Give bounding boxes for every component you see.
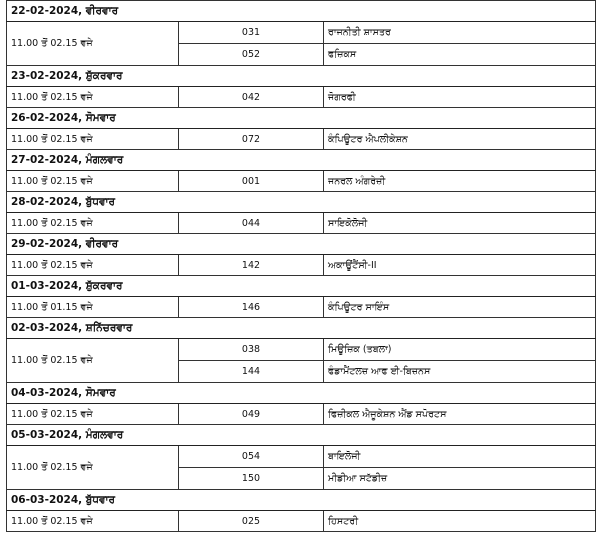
exam-time: 11.00 ਤੋਂ 02.15 ਵਜੇ (7, 171, 179, 192)
exam-time: 11.00 ਤੋਂ 02.15 ਵਜੇ (7, 87, 179, 108)
date-header-row (7, 425, 596, 446)
paper-row (7, 171, 596, 192)
paper-subject: ਜਨਰਲ ਅੰਗਰੇਜ਼ੀ (324, 171, 596, 192)
paper-code: 150 (179, 468, 324, 490)
paper-row (7, 446, 596, 468)
date-header-row (7, 276, 596, 297)
exam-time: 11.00 ਤੋਂ 01.15 ਵਜੇ (7, 297, 179, 318)
paper-code: 072 (179, 129, 324, 150)
exam-date: 26-02-2024, ਸੋਮਵਾਰ (7, 108, 596, 129)
date-header-row (7, 192, 596, 213)
paper-row (7, 255, 596, 276)
exam-date: 27-02-2024, ਮੰਗਲਵਾਰ (7, 150, 596, 171)
exam-date: 22-02-2024, ਵੀਰਵਾਰ (7, 1, 596, 22)
paper-row (7, 511, 596, 532)
paper-code: 025 (179, 511, 324, 532)
exam-date: 04-03-2024, ਸੋਮਵਾਰ (7, 383, 596, 404)
paper-row (7, 297, 596, 318)
paper-subject: ਕੰਪਿਊਟਰ ਐਪਲੀਕੇਸ਼ਨ (324, 129, 596, 150)
paper-subject: ਬਾਇਲੋਜੀ (324, 446, 596, 468)
date-header-row (7, 318, 596, 339)
paper-code: 044 (179, 213, 324, 234)
paper-row (7, 339, 596, 361)
paper-subject: ਹਿਸਟਰੀ (324, 511, 596, 532)
paper-code: 031 (179, 22, 324, 44)
exam-time: 11.00 ਤੋਂ 02.15 ਵਜੇ (7, 22, 179, 66)
paper-code: 144 (179, 361, 324, 383)
paper-code: 001 (179, 171, 324, 192)
date-header-row (7, 490, 596, 511)
exam-datesheet (6, 0, 596, 532)
paper-code: 142 (179, 255, 324, 276)
exam-time: 11.00 ਤੋਂ 02.15 ਵਜੇ (7, 339, 179, 383)
paper-code: 146 (179, 297, 324, 318)
exam-date: 29-02-2024, ਵੀਰਵਾਰ (7, 234, 596, 255)
paper-code: 054 (179, 446, 324, 468)
datesheet-table (6, 0, 596, 532)
exam-date: 06-03-2024, ਬੁੱਧਵਾਰ (7, 490, 596, 511)
paper-subject: ਕੰਪਿਊਟਰ ਸਾਇੰਸ (324, 297, 596, 318)
paper-code: 042 (179, 87, 324, 108)
date-header-row (7, 1, 596, 22)
paper-code: 052 (179, 44, 324, 66)
paper-subject: ਰਾਜਨੀਤੀ ਸ਼ਾਸਤਰ (324, 22, 596, 44)
paper-subject: ਜੋਗਰਫੀ (324, 87, 596, 108)
date-header-row (7, 150, 596, 171)
date-header-row (7, 66, 596, 87)
exam-time: 11.00 ਤੋਂ 02.15 ਵਜੇ (7, 404, 179, 425)
paper-subject: ਮੀਡੀਆ ਸਟੱਡੀਜ਼ (324, 468, 596, 490)
exam-time: 11.00 ਤੋਂ 02.15 ਵਜੇ (7, 129, 179, 150)
exam-date: 01-03-2024, ਸ਼ੁੱਕਰਵਾਰ (7, 276, 596, 297)
exam-time: 11.00 ਤੋਂ 02.15 ਵਜੇ (7, 213, 179, 234)
exam-time: 11.00 ਤੋਂ 02.15 ਵਜੇ (7, 446, 179, 490)
paper-subject: ਸਾਇਕੋਲੋਜੀ (324, 213, 596, 234)
paper-row (7, 129, 596, 150)
paper-subject: ਫੰਡਾਮੈਂਟਲਜ਼ ਆਫ ਈ-ਬਿਜ਼ਨਸ (324, 361, 596, 383)
date-header-row (7, 383, 596, 404)
date-header-row (7, 234, 596, 255)
paper-row (7, 22, 596, 44)
exam-date: 23-02-2024, ਸ਼ੁੱਕਰਵਾਰ (7, 66, 596, 87)
paper-subject: ਅਕਾਊਂਟੈਂਸੀ-II (324, 255, 596, 276)
paper-subject: ਫਜ਼ਿਕਸ (324, 44, 596, 66)
paper-row (7, 213, 596, 234)
paper-code: 049 (179, 404, 324, 425)
exam-date: 02-03-2024, ਸ਼ਨਿੱਚਰਵਾਰ (7, 318, 596, 339)
paper-subject: ਫਿਜ਼ੀਕਲ ਐਜੂਕੇਸ਼ਨ ਐਂਡ ਸਪੋਰਟਸ (324, 404, 596, 425)
exam-time: 11.00 ਤੋਂ 02.15 ਵਜੇ (7, 511, 179, 532)
paper-row (7, 404, 596, 425)
exam-date: 28-02-2024, ਬੁੱਧਵਾਰ (7, 192, 596, 213)
paper-subject: ਮਿਊਜ਼ਿਕ (ਤਬਲਾ) (324, 339, 596, 361)
date-header-row (7, 108, 596, 129)
paper-row (7, 87, 596, 108)
paper-code: 038 (179, 339, 324, 361)
exam-date: 05-03-2024, ਮੰਗਲਵਾਰ (7, 425, 596, 446)
exam-time: 11.00 ਤੋਂ 02.15 ਵਜੇ (7, 255, 179, 276)
